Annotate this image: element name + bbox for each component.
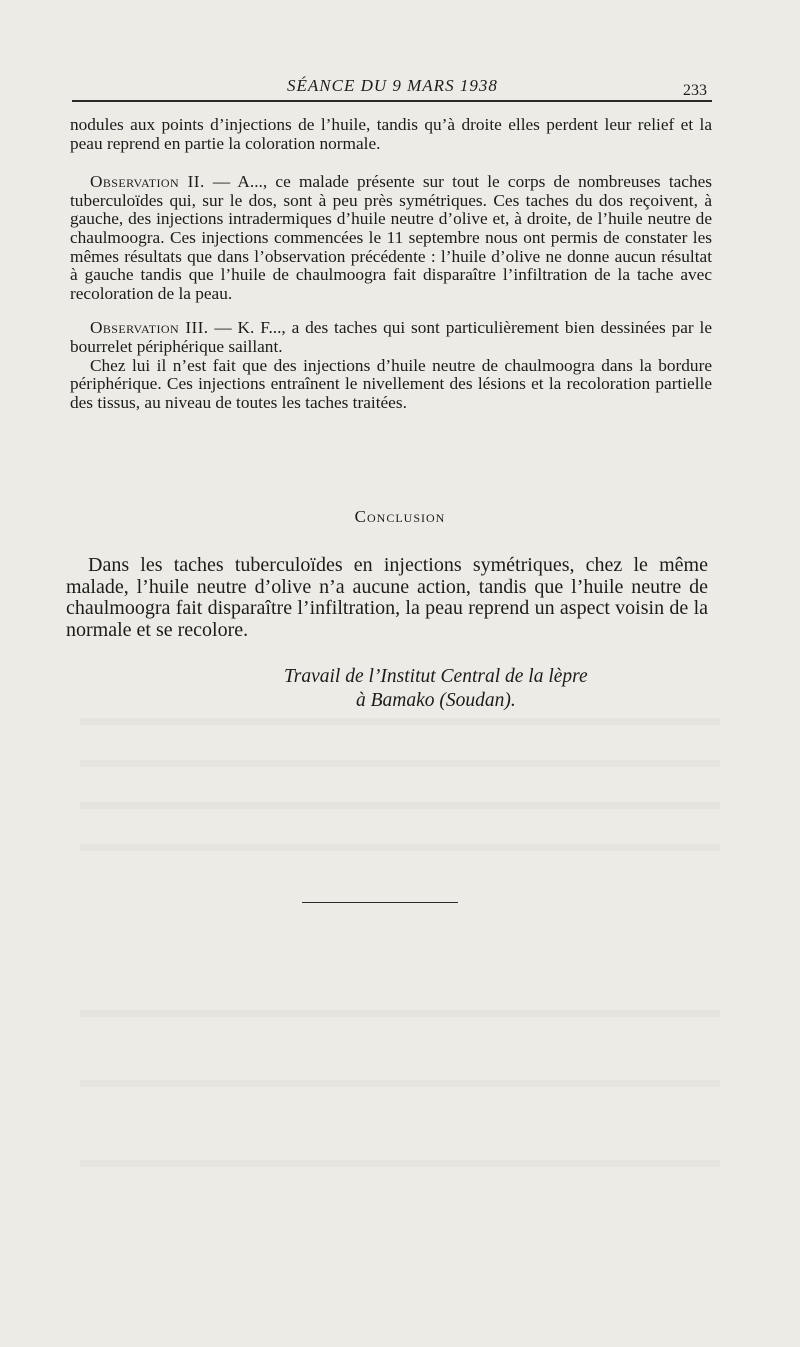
body-text — [70, 116, 712, 412]
show-through-line — [80, 760, 720, 767]
conclusion-heading: Conclusion — [354, 507, 446, 526]
show-through-line — [80, 1080, 720, 1087]
observation-2 — [70, 173, 712, 303]
paragraph-continuation: nodules aux points d’injections de l’huile, tandis qu’à droite elles perdent leur relief et la peau reprend en partie la coloration normale. — [70, 115, 712, 153]
observation-3-text: — K. F..., a des taches qui sont particulièrement bien dessinées par le bourrelet périphérique saillant. — [70, 318, 713, 356]
show-through-line — [80, 718, 720, 725]
running-title: SÉANCE DU 9 MARS 1938 — [287, 76, 498, 95]
observation-3-label: Observation III. — [90, 318, 209, 338]
observation-2-text: — A..., ce malade présente sur tout le corps de nombreuses taches tuberculoïdes qui, sur le dos, sont à peu près symétriques. Ces taches du dos reçoivent, à gauche, des injections intradermiques d’huile neutre d’olive et, à droite, de l’huile neutre de chaulmoogra. Ces injections commencées le 11 septembre nous ont permis de constater les mêmes résultats que dans l’observation précédente : l’huile d’olive ne donne aucun résultat à gauche tandis que l’huile de chaulmoogra fait disparaître l’infiltration de la tache avec recoloration de la peau. — [70, 172, 713, 303]
page-number: 233 — [683, 82, 707, 99]
show-through-line — [80, 802, 720, 809]
show-through-line — [80, 1160, 720, 1167]
signature-line-1: Travail de l’Institut Central de la lèpre — [284, 666, 588, 687]
header-rule — [72, 100, 712, 102]
paragraph-treatment: Chez lui il n’est fait que des injections d’huile neutre de chaulmoogra dans la bordure périphérique. Ces injections entraînent le nivellement des lésions et la recoloration partielle des tissus, au niveau de toutes les taches traitées. — [70, 355, 712, 412]
signature-line-2: à Bamako (Soudan). — [356, 690, 516, 711]
running-header — [0, 76, 800, 100]
conclusion-paragraph: Dans les taches tuberculoïdes en injections symétriques, chez le même malade, l’huile neutre d’olive n’a aucune action, tandis que l’huile neutre de chaulmoogra fait disparaître l’infiltration, la peau reprend un aspect voisin de la normale et se recolore. — [66, 554, 708, 641]
observation-3 — [70, 319, 712, 356]
observation-2-label: Observation II. — [90, 172, 205, 192]
conclusion-section — [66, 555, 708, 641]
show-through-line — [80, 1010, 720, 1017]
show-through-line — [80, 844, 720, 851]
end-rule — [302, 902, 458, 903]
